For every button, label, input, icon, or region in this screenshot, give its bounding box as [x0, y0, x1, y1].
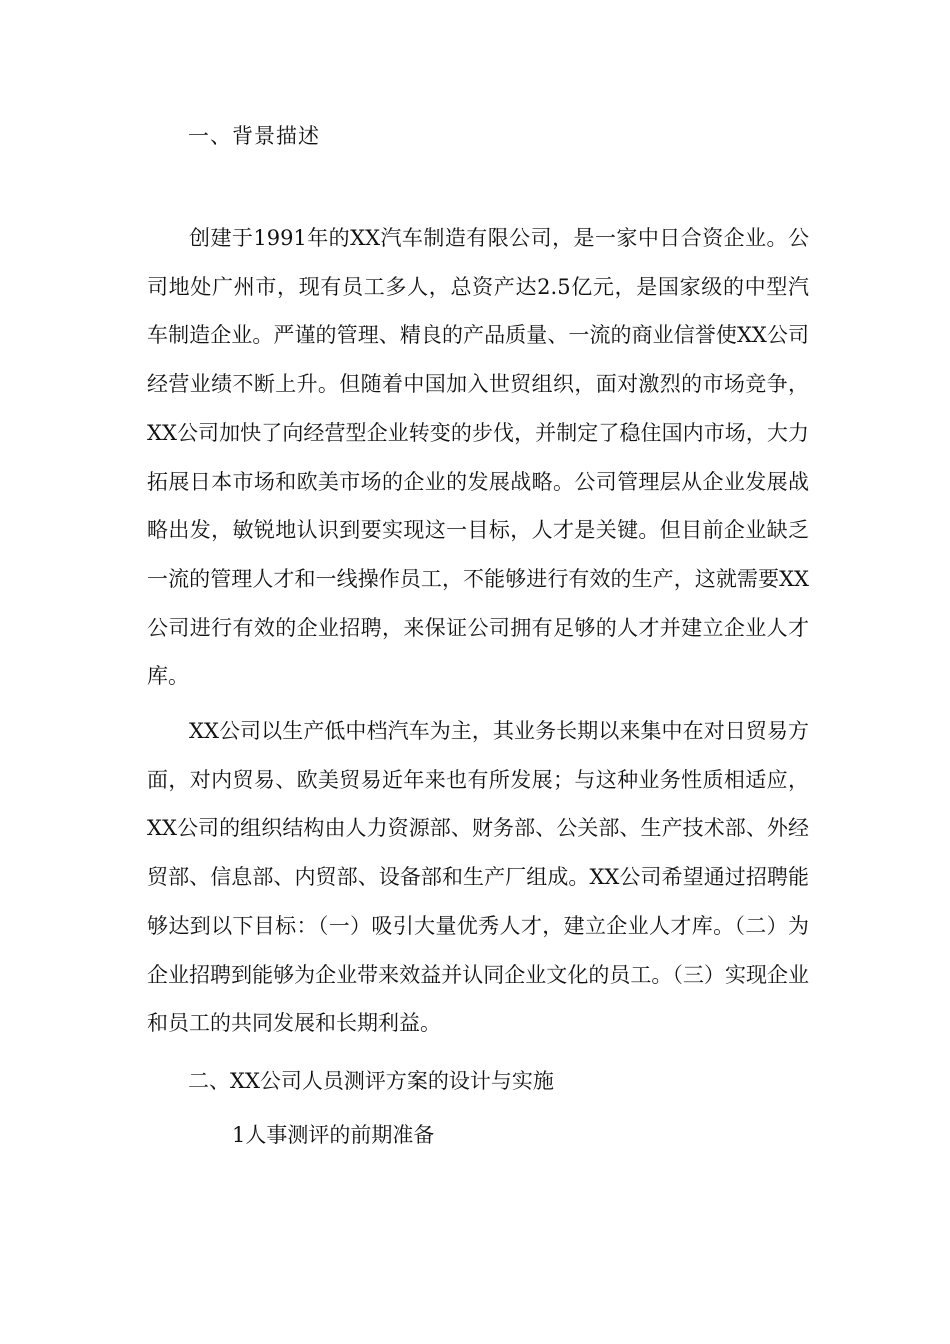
section-heading-background: 一、背景描述: [188, 124, 320, 148]
section-heading-assessment-plan: 二、XX公司人员测评方案的设计与实施: [188, 1069, 554, 1093]
subsection-heading-preparation: 1人事测评的前期准备: [232, 1123, 435, 1147]
paragraph-company-background: 创建于1991年的XX汽车制造有限公司，是一家中日合资企业。公司地处广州市，现有员工多人，总资产达2.5亿元，是国家级的中型汽车制造企业。严谨的管理、精良的产品质量、一流的商业信誉使XX公司经营业绩不断上升。但随着中国加入世贸组织，面对激烈的市场竞争，XX公司加快了向经营型企业转变的步伐，并制定了稳住国内市场，大力拓展日本市场和欧美市场的企业的发展战略。公司管理层从企业发展战略出发，敏锐地认识到要实现这一目标，人才是关键。但目前企业缺乏一流的管理人才和一线操作员工，不能够进行有效的生产，这就需要XX公司进行有效的企业招聘，来保证公司拥有足够的人才并建立企业人才库。: [147, 226, 809, 689]
paragraph-business-structure: XX公司以生产低中档汽车为主，其业务长期以来集中在对日贸易方面，对内贸易、欧美贸易近年来也有所发展；与这种业务性质相适应，XX公司的组织结构由人力资源部、财务部、公关部、生产技术部、外经贸部、信息部、内贸部、设备部和生产厂组成。XX公司希望通过招聘能够达到以下目标：（一）吸引大量优秀人才，建立企业人才库。（二）为企业招聘到能够为企业带来效益并认同企业文化的员工。（三）实现企业和员工的共同发展和长期利益。: [147, 719, 809, 1036]
